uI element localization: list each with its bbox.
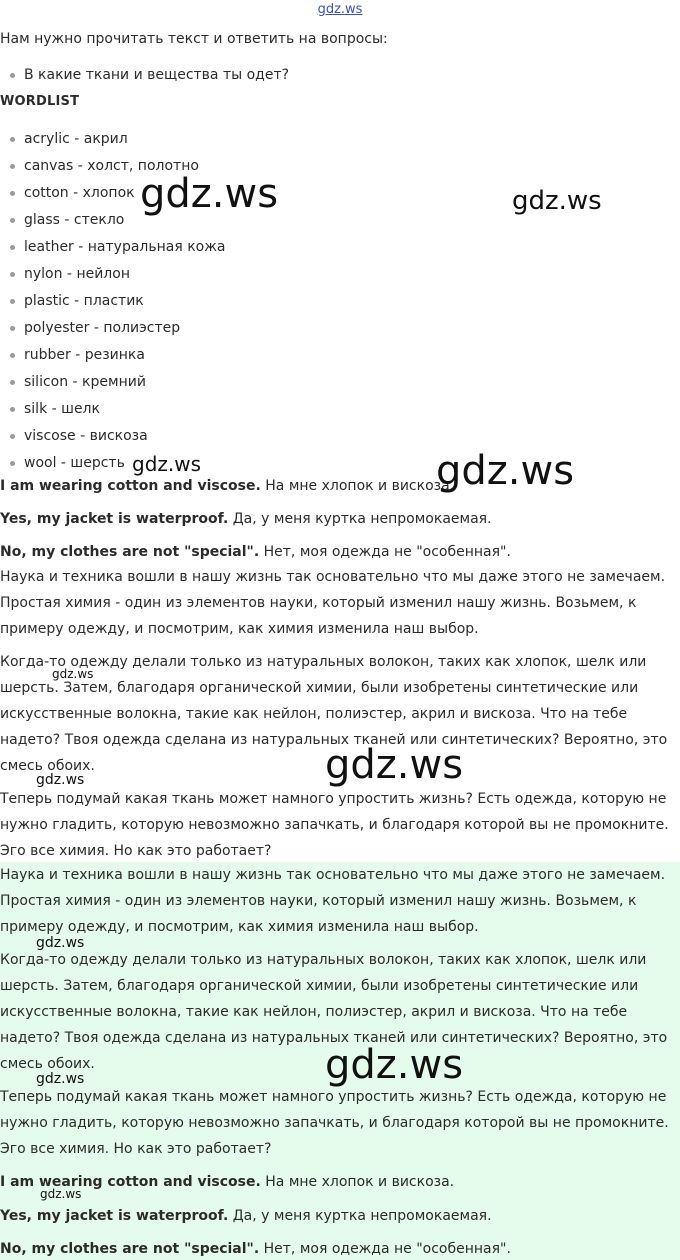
answer-line: Yes, my jacket is waterproof. Да, у меня куртка непромокаемая. bbox=[0, 511, 492, 527]
wordlist-item: leather - натуральная кожа bbox=[10, 237, 225, 257]
watermark: gdz.ws bbox=[512, 186, 602, 216]
wordlist-item: polyester - полиэстер bbox=[10, 318, 180, 338]
text-paragraph: Наука и техника вошли в нашу жизнь так основательно что мы даже этого не замечаем. Простая химия - один из элементов науки, который изменил нашу жизнь. Возьмем, к примеру одежду, и посмотрим, как химия изменила наш выбор. bbox=[0, 867, 666, 935]
watermark: gdz.ws bbox=[140, 171, 279, 217]
bullet-icon bbox=[10, 218, 15, 223]
question-item: В какие ткани и вещества ты одет? bbox=[10, 65, 289, 85]
watermark: gdz.ws bbox=[36, 772, 85, 788]
text-paragraph: Теперь подумай какая ткань может намного упростить жизнь? Есть одежда, которую не нужно гладить, которую невозможно запачкать, и благодаря которой вы не промокните. Эго все химия. Но как это работает? bbox=[0, 791, 669, 859]
watermark: gdz.ws bbox=[325, 1042, 464, 1088]
wordlist-item: acrylic - акрил bbox=[10, 129, 128, 149]
wordlist-item: nylon - нейлон bbox=[10, 264, 130, 284]
bullet-icon bbox=[10, 137, 15, 142]
bullet-icon bbox=[10, 326, 15, 331]
answer-line: No, my clothes are not "special". Нет, моя одежда не "особенная". bbox=[0, 544, 511, 560]
wordlist-item: rubber - резинка bbox=[10, 345, 145, 365]
text-paragraph: Когда-то одежду делали только из натуральных волокон, таких как хлопок, шелк или шерсть. Затем, благодаря органической химии, были изобретены синтетические или искусственные волокна, такие как нейлон, полиэстер, акрил и вискоза. Что на тебе надето? Твоя одежда сделана из натуральных тканей или синтетических? Вероятно, это смесь обоих. bbox=[0, 654, 668, 774]
answer-line: Yes, my jacket is waterproof. Да, у меня куртка непромокаемая. bbox=[0, 1208, 492, 1224]
watermark: gdz.ws bbox=[52, 667, 94, 681]
bullet-icon bbox=[10, 380, 15, 385]
watermark: gdz.ws bbox=[40, 1187, 82, 1201]
site-link[interactable]: gdz.ws bbox=[317, 2, 363, 17]
text-paragraph: Наука и техника вошли в нашу жизнь так основательно что мы даже этого не замечаем. Простая химия - один из элементов науки, который изменил нашу жизнь. Возьмем, к примеру одежду, и посмотрим, как химия изменила наш выбор. bbox=[0, 569, 666, 637]
answer-line: I am wearing cotton and viscose. На мне хлопок и вискоза. bbox=[0, 1174, 455, 1190]
bullet-icon bbox=[10, 73, 15, 78]
bullet-icon bbox=[10, 434, 15, 439]
watermark: gdz.ws bbox=[36, 1071, 85, 1087]
wordlist-item: silicon - кремний bbox=[10, 372, 146, 392]
intro-text: Нам нужно прочитать текст и ответить на вопросы: bbox=[0, 31, 388, 47]
bullet-icon bbox=[10, 164, 15, 169]
text-paragraph: Когда-то одежду делали только из натуральных волокон, таких как хлопок, шелк или шерсть. Затем, благодаря органической химии, были изобретены синтетические или искусственные волокна, такие как нейлон, полиэстер, акрил и вискоза. Что на тебе надето? Твоя одежда сделана из натуральных тканей или синтетических? Вероятно, это смесь обоих. bbox=[0, 952, 668, 1072]
bullet-icon bbox=[10, 191, 15, 196]
bullet-icon bbox=[10, 299, 15, 304]
text-paragraph: Теперь подумай какая ткань может намного упростить жизнь? Есть одежда, которую не нужно гладить, которую невозможно запачкать, и благодаря которой вы не промокните. Эго все химия. Но как это работает? bbox=[0, 1089, 669, 1157]
wordlist-item: canvas - холст, полотно bbox=[10, 156, 199, 176]
wordlist-heading: WORDLIST bbox=[0, 94, 80, 109]
watermark: gdz.ws bbox=[436, 448, 575, 494]
wordlist-item: silk - шелк bbox=[10, 399, 100, 419]
wordlist-item: glass - стекло bbox=[10, 210, 124, 230]
watermark: gdz.ws bbox=[325, 742, 464, 788]
bullet-icon bbox=[10, 245, 15, 250]
bullet-icon bbox=[10, 461, 15, 466]
watermark: gdz.ws bbox=[132, 452, 202, 476]
wordlist-item: plastic - пластик bbox=[10, 291, 144, 311]
wordlist-item: wool - шерсть bbox=[10, 453, 125, 473]
watermark: gdz.ws bbox=[36, 935, 85, 951]
answer-line: No, my clothes are not "special". Нет, моя одежда не "особенная". bbox=[0, 1241, 511, 1257]
wordlist-item: viscose - вискоза bbox=[10, 426, 148, 446]
wordlist-item: cotton - хлопок bbox=[10, 183, 135, 203]
bullet-icon bbox=[10, 272, 15, 277]
bullet-icon bbox=[10, 407, 15, 412]
answer-line: I am wearing cotton and viscose. На мне хлопок и вискоза. bbox=[0, 478, 455, 494]
bullet-icon bbox=[10, 353, 15, 358]
